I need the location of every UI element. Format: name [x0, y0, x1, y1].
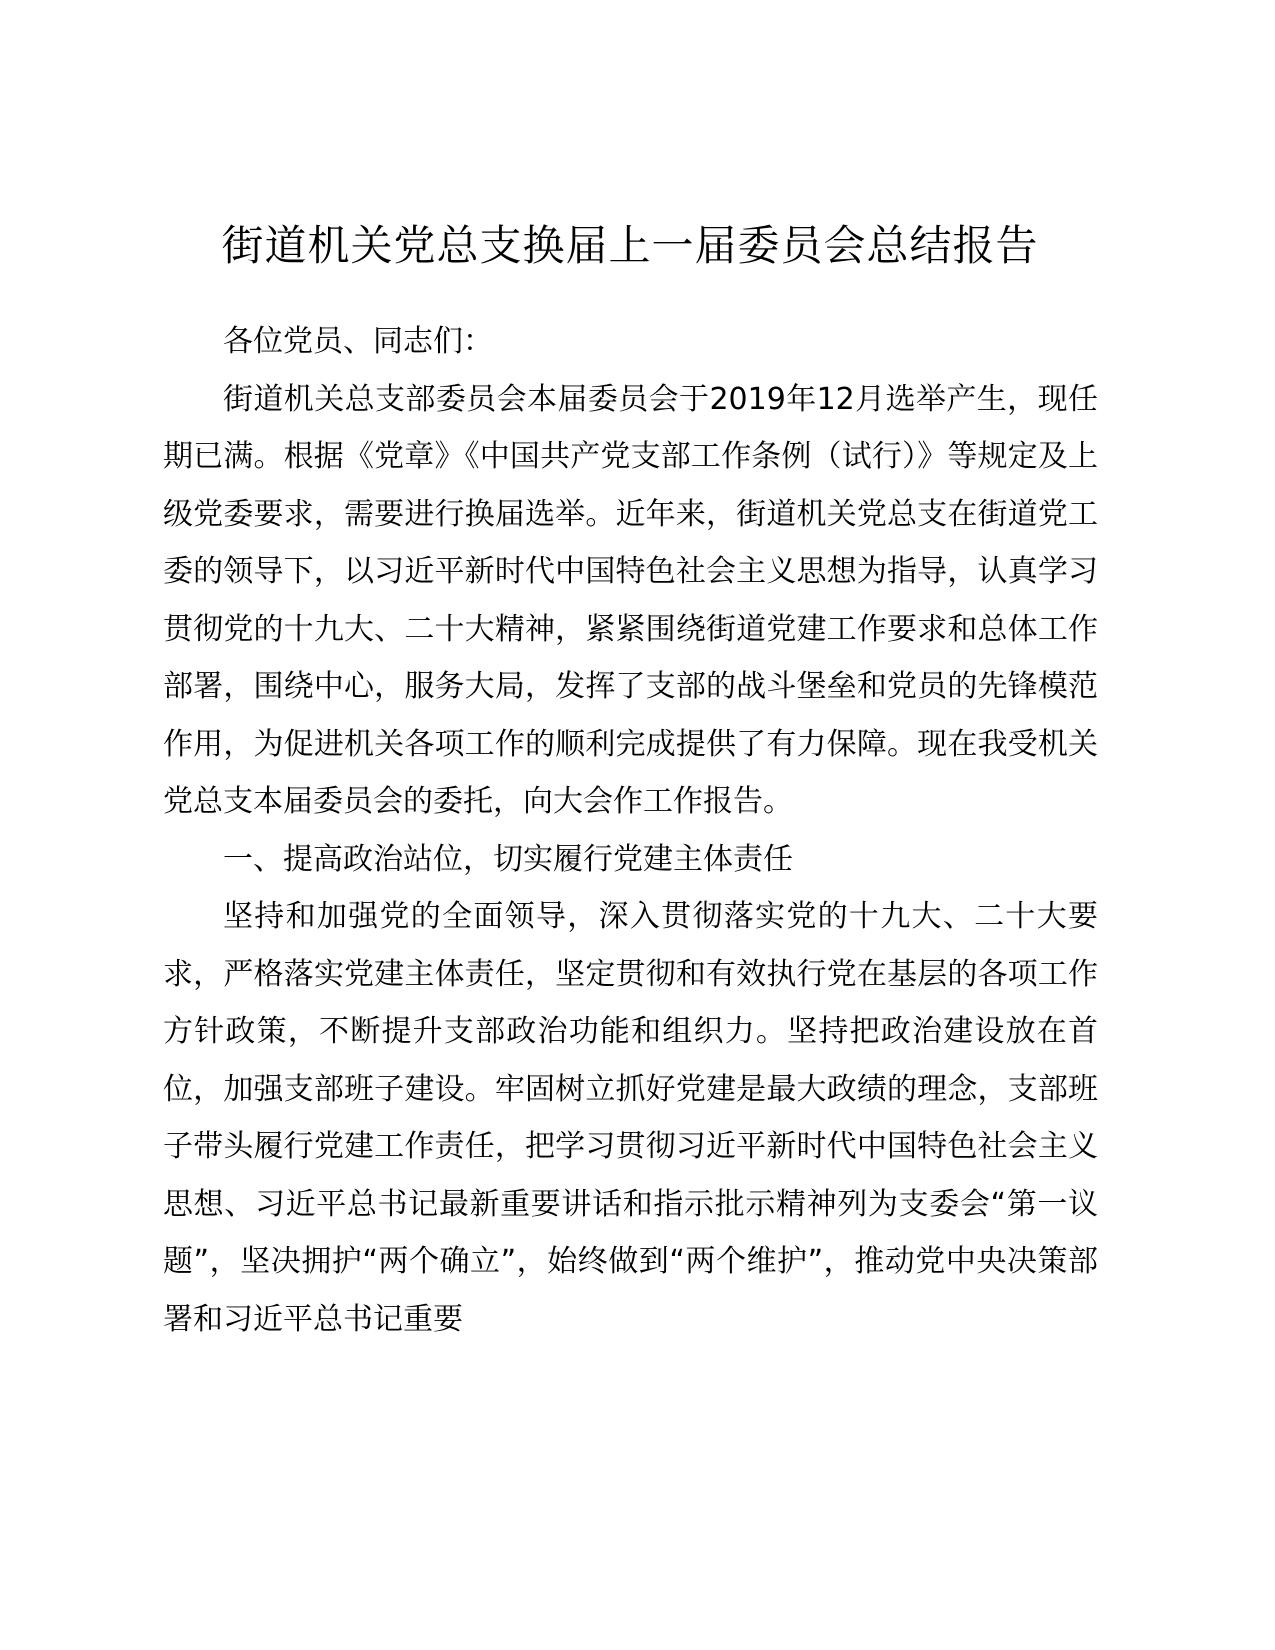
salutation: 各位党员、同志们：: [223, 324, 493, 359]
document-title: 街道机关党总支换届上一届委员会总结报告: [221, 221, 1039, 270]
section-heading: 一、提高政治站位，切实履行党建主体责任: [223, 841, 793, 877]
paragraph-intro: 街道机关总支部委员会本届委员会于2019年12月选举产生，现任期已满。根据《党章》《中国共产党支部工作条例（试行）》等规定及上级党委要求，需要进行换届选举。近年来，街道机关党总支在街道党工委的领导下，以习近平新时代中国特色社会主义思想为指导，认真学习贯彻党的十九大、二十大精神，紧紧围绕街道党建工作要求和总体工作部署，围绕中心，服务大局，发挥了支部的战斗堡垒和党员的先锋模范作用，为促进机关各项工作的顺利完成提供了有力保障。现在我受机关党总支本届委员会的委托，向大会作工作报告。: [163, 381, 1098, 819]
document-body: [163, 313, 1098, 1348]
paragraph-section-one: 坚持和加强党的全面领导，深入贯彻落实党的十九大、二十大要求，严格落实党建主体责任，坚定贯彻和有效执行党在基层的各项工作方针政策，不断提升支部政治功能和组织力。坚持把政治建设放在首位，加强支部班子建设。牢固树立抓好党建是最大政绩的理念，支部班子带头履行党建工作责任，把学习贯彻习近平新时代中国特色社会主义思想、习近平总书记最新重要讲话和指示批示精神列为支委会“第一议题”，坚决拥护“两个确立”，始终做到“两个维护”，推动党中央决策部署和习近平总书记重要: [163, 899, 1098, 1337]
